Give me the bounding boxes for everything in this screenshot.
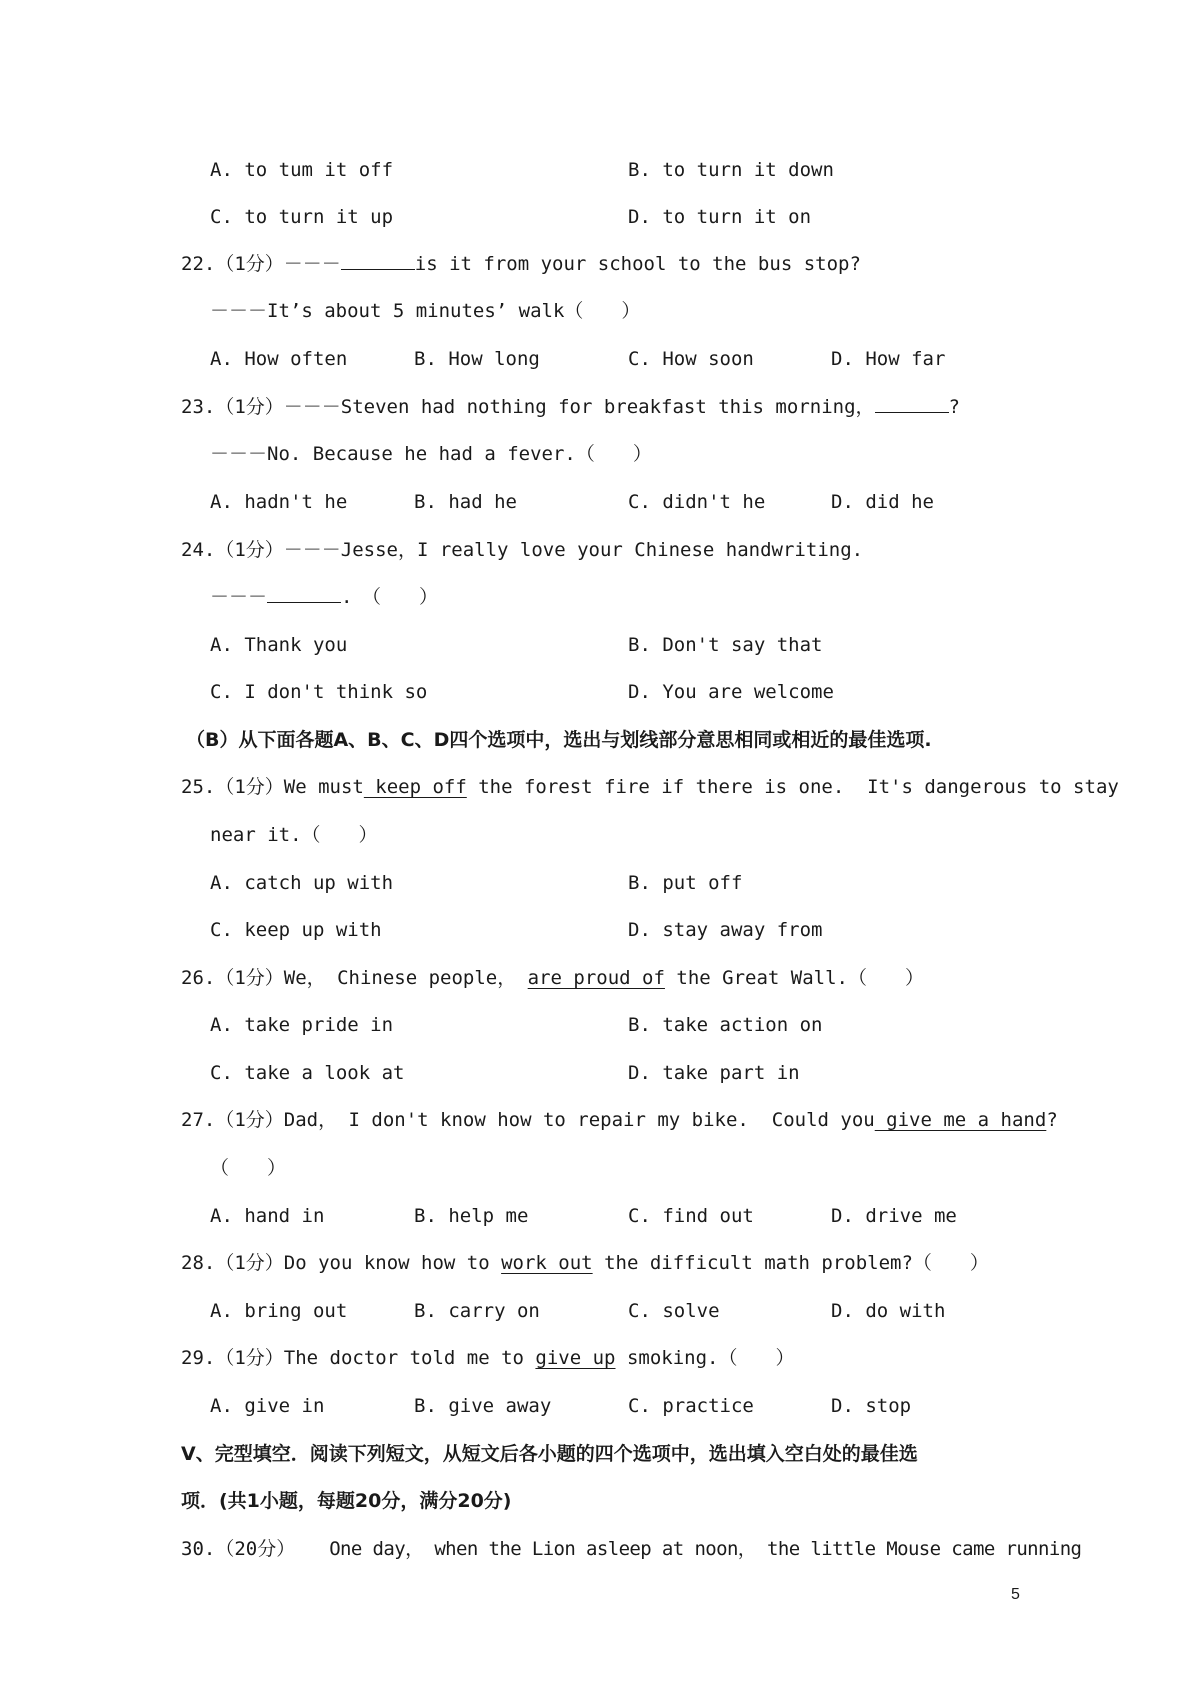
q23-option-c: C. didn't he [628,491,766,513]
q27-stem: 27.（1分）Dad， I don't know how to repair my bike. Could you give me a hand? [181,1109,1058,1131]
q22-option-b: B. How long [414,348,540,370]
q22-option-c: C. How soon [628,348,754,370]
q25-option-c: C. keep up with [210,919,382,941]
q23-reply: －－－No. Because he had a fever.（ ） [210,443,652,465]
q22-reply: －－－It’s about 5 minutes’ walk（ ） [210,300,641,322]
q29-option-d: D. stop [831,1395,912,1417]
q21-option-d: D. to turn it on [628,206,812,228]
q23-option-b: B. had he [414,491,517,513]
q21-option-c: C. to turn it up [210,206,394,228]
q25-option-b: B. put off [628,872,743,894]
q26-option-a: A. take pride in [210,1014,394,1036]
q25-stem: 25.（1分）We must keep off the forest fire if there is one. It's dangerous to stay [181,776,1119,798]
q24-option-c: C. I don't think so [210,681,428,703]
q27-option-c: C. find out [628,1205,754,1227]
q27-option-a: A. hand in [210,1205,325,1227]
q24-reply: －－－ . （ ） [210,586,438,608]
underlined-phrase: work out [501,1252,593,1274]
q23-stem: 23.（1分）－－－Steven had nothing for breakfast this morning， ? [181,396,960,418]
answer-blank [267,584,341,603]
q26-option-c: C. take a look at [210,1062,405,1084]
underlined-phrase: give up [535,1347,616,1369]
underlined-phrase: are proud of [527,967,665,989]
page-number: 5 [1011,1586,1020,1603]
q24-option-d: D. You are welcome [628,681,834,703]
q23-option-d: D. did he [831,491,934,513]
q22-option-a: A. How often [210,348,348,370]
q25-option-a: A. catch up with [210,872,394,894]
q24-stem: 24.（1分）－－－Jesse，I really love your Chinese handwriting. [181,539,864,561]
q28-stem: 28.（1分）Do you know how to work out the difficult math problem?（ ） [181,1252,989,1274]
q28-option-c: C. solve [628,1300,720,1322]
answer-blank [341,251,415,270]
q21-option-a: A. to tum it off [210,159,394,181]
q26-stem: 26.（1分）We， Chinese people， are proud of the Great Wall.（ ） [181,967,924,989]
underlined-phrase: give me a hand [874,1109,1047,1131]
q26-option-d: D. take part in [628,1062,800,1084]
q25-stem-continued: near it.（ ） [210,824,378,846]
q24-option-b: B. Don't say that [628,634,823,656]
q28-option-a: A. bring out [210,1300,348,1322]
q28-option-d: D. do with [831,1300,946,1322]
answer-blank [875,394,949,413]
underlined-phrase: keep off [363,776,467,798]
q27-stem-continued: （ ） [210,1157,287,1179]
q29-stem: 29.（1分）The doctor told me to give up smoking.（ ） [181,1347,795,1369]
q24-option-a: A. Thank you [210,634,348,656]
q29-option-b: B. give away [414,1395,552,1417]
q27-option-b: B. help me [414,1205,529,1227]
q22-option-d: D. How far [831,348,946,370]
q21-option-b: B. to turn it down [628,159,834,181]
q23-option-a: A. hadn't he [210,491,348,513]
section-v-heading-line1: V、完型填空．阅读下列短文，从短文后各小题的四个选项中，选出填入空白处的最佳选 [181,1443,918,1465]
q26-option-b: B. take action on [628,1014,823,1036]
section-v-heading-line2: 项．(共1小题，每题20分，满分20分) [181,1490,512,1512]
q22-stem: 22.（1分）－－－ is it from your school to the bus stop? [181,253,861,275]
section-b-heading: （B）从下面各题A、B、C、D四个选项中，选出与划线部分意思相同或相近的最佳选项. [186,729,932,751]
q27-option-d: D. drive me [831,1205,957,1227]
q29-option-c: C. practice [628,1395,754,1417]
q25-option-d: D. stay away from [628,919,823,941]
q30-stem: 30.（20分） One day， when the Lion asleep at noon， the little Mouse came running [181,1538,1082,1560]
q29-option-a: A. give in [210,1395,325,1417]
q28-option-b: B. carry on [414,1300,540,1322]
